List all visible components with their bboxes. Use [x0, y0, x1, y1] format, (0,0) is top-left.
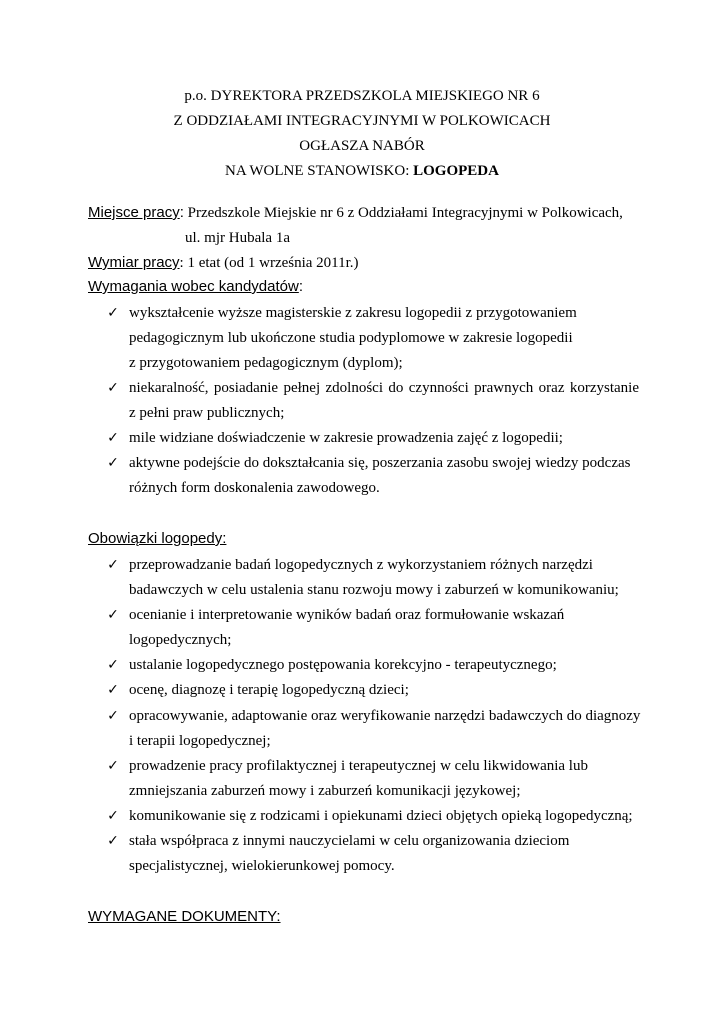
workplace-line — [88, 201, 623, 225]
duty-line: badawczych w celu ustalenia stanu rozwoju mowy i zaburzeń w komunikowaniu; — [129, 582, 619, 598]
header-line-4-prefix: NA WOLNE STANOWISKO: — [225, 163, 414, 179]
requirement-line: różnych form doskonalenia zawodowego. — [129, 480, 380, 496]
duty-line: komunikowanie się z rodzicami i opiekunami dzieci objętych opieką logopedyczną; — [129, 808, 633, 824]
check-icon: ✓ — [107, 682, 119, 698]
check-icon: ✓ — [107, 305, 119, 321]
duty-line: specjalistycznej, wielokierunkowej pomocy. — [129, 858, 395, 874]
requirements-sep: : — [298, 278, 303, 295]
workplace-sep: : — [179, 204, 184, 221]
requirement-line: mile widziane doświadczenie w zakresie prowadzenia zajęć z logopedii; — [129, 430, 563, 446]
header-line-1: p.o. DYREKTORA PRZEDSZKOLA MIEJSKIEGO NR 6 — [184, 88, 540, 104]
check-icon: ✓ — [107, 380, 119, 396]
hours-value: : 1 etat (od 1 września 2011r.) — [179, 255, 359, 271]
requirement-line: wykształcenie wyższe magisterskie z zakresu logopedii z przygotowaniem — [129, 305, 577, 321]
duty-line: zmniejszania zaburzeń mowy i zaburzeń komunikacji językowej; — [129, 783, 521, 799]
check-icon: ✓ — [107, 657, 119, 673]
check-icon: ✓ — [107, 455, 119, 471]
requirement-line: aktywne podejście do dokształcania się, poszerzania zasobu swojej wiedzy podczas — [129, 455, 631, 471]
check-icon: ✓ — [107, 430, 119, 446]
hours-line — [88, 251, 359, 275]
documents-label: WYMAGANE DOKUMENTY: — [88, 908, 281, 925]
hours-label: Wymiar pracy — [88, 254, 180, 271]
check-icon: ✓ — [107, 833, 119, 849]
check-icon: ✓ — [107, 607, 119, 623]
announcement-header — [0, 84, 724, 184]
requirements-heading — [88, 275, 303, 299]
requirement-line: pedagogicznym lub ukończone studia podyplomowe w zakresie logopedii — [129, 330, 573, 346]
position-name: LOGOPEDA — [413, 163, 499, 179]
workplace-address: ul. mjr Hubala 1a — [185, 230, 290, 246]
duties-heading — [88, 527, 226, 551]
duty-line: i terapii logopedycznej; — [129, 733, 271, 749]
duty-line: ustalanie logopedycznego postępowania korekcyjno - terapeutycznego; — [129, 657, 557, 673]
duties-label: Obowiązki logopedy: — [88, 530, 227, 547]
workplace-value: Przedszkole Miejskie nr 6 z Oddziałami Integracyjnymi w Polkowicach, — [183, 205, 623, 221]
check-icon: ✓ — [107, 708, 119, 724]
check-icon: ✓ — [107, 808, 119, 824]
requirements-label: Wymagania wobec kandydatów — [88, 278, 299, 295]
header-line-4 — [0, 159, 724, 184]
requirement-line: z pełni praw publicznych; — [129, 405, 285, 421]
duty-line: opracowywanie, adaptowanie oraz weryfikowanie narzędzi badawczych do diagnozy — [129, 708, 641, 724]
workplace-label: Miejsce pracy — [88, 204, 180, 221]
header-line-2: Z ODDZIAŁAMI INTEGRACYJNYMI W POLKOWICACH — [173, 113, 551, 129]
requirement-line: z przygotowaniem pedagogicznym (dyplom); — [129, 355, 403, 371]
duty-line: ocenianie i interpretowanie wyników badań oraz formułowanie wskazań — [129, 607, 565, 623]
duty-line: przeprowadzanie badań logopedycznych z wykorzystaniem różnych narzędzi — [129, 557, 593, 573]
check-icon: ✓ — [107, 758, 119, 774]
documents-heading — [88, 905, 281, 929]
duty-line: prowadzenie pracy profilaktycznej i terapeutycznej w celu likwidowania lub — [129, 758, 588, 774]
duty-line: ocenę, diagnozę i terapię logopedyczną dzieci; — [129, 682, 409, 698]
requirement-line: niekaralność, posiadanie pełnej zdolności do czynności prawnych oraz korzystanie — [129, 380, 639, 396]
duty-line: logopedycznych; — [129, 632, 232, 648]
duty-line: stała współpraca z innymi nauczycielami w celu organizowania dzieciom — [129, 833, 570, 849]
header-line-3: OGŁASZA NABÓR — [299, 138, 425, 154]
check-icon: ✓ — [107, 557, 119, 573]
